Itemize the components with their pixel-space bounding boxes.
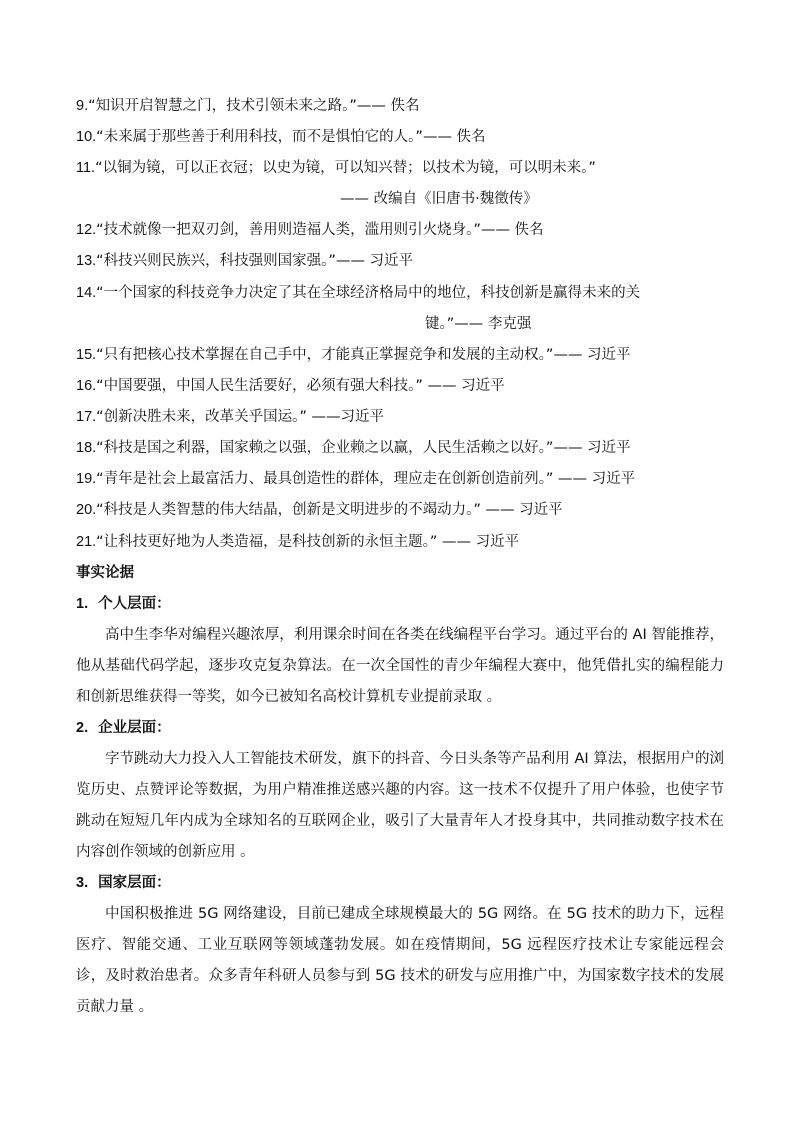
subsection-3-title: 3. 国家层面： <box>76 875 171 891</box>
quote-11: 11.“以铜为镜，可以正衣冠；以史为镜，可以知兴替；以技术为镜，可以明未来。” <box>76 160 596 176</box>
quote-13: 13.“科技兴则民族兴，科技强则国家强。”—— 习近平 <box>76 253 414 269</box>
quote-14: 14.“一个国家的科技竞争力决定了其在全球经济格局中的地位，科技创新是赢得未来的关 <box>76 285 641 301</box>
subsection-3-body: 中国积极推进 5G 网络建设，目前已建成全球规模最大的 5G 网络。在 5G 技术的助力下，远程医疗、智能交通、工业互联网等领域蓬勃发展。如在疫情期间，5G 远程医疗技术让专家能远程会诊，及时救治患者。众多青年科研人员参与到 5G 技术的研发与应用推广中，为国家数字技术的发展贡献力量 。 <box>76 906 724 1015</box>
quote-11-source: —— 改编自《旧唐书·魏徵传》 <box>340 191 538 207</box>
quote-14-continuation: 键。”—— 李克强 <box>425 316 532 332</box>
subsection-1-title: 1. 个人层面： <box>76 596 171 612</box>
quote-21: 21.“让科技更好地为人类造福，是科技创新的永恒主题。” —— 习近平 <box>76 534 520 550</box>
quote-12: 12.“技术就像一把双刃剑，善用则造福人类，滥用则引火烧身。”—— 佚名 <box>76 222 544 238</box>
quote-9: 9.“知识开启智慧之门，技术引领未来之路。”—— 佚名 <box>76 98 420 114</box>
quote-17: 17.“创新决胜未来，改革关乎国运。” ——习近平 <box>76 409 385 425</box>
quote-10: 10.“未来属于那些善于利用科技，而不是惧怕它的人。”—— 佚名 <box>76 129 486 145</box>
section-title: 事实论据 <box>76 565 134 581</box>
subsection-2-body: 字节跳动大力投入人工智能技术研发，旗下的抖音、今日头条等产品利用 AI 算法，根据用户的浏览历史、点赞评论等数据，为用户精准推送感兴趣的内容。这一技术不仅提升了用户体验，也使字节跳动在短短几年内成为全球知名的互联网企业，吸引了大量青年人才投身其中，共同推动数字技术在内容创作领域的创新应用 。 <box>76 751 724 860</box>
quote-15: 15.“只有把核心技术掌握在自己手中，才能真正掌握竞争和发展的主动权。”—— 习近平 <box>76 347 631 363</box>
subsection-1-body: 高中生李华对编程兴趣浓厚，利用课余时间在各类在线编程平台学习。通过平台的 AI 智能推荐，他从基础代码学起，逐步攻克复杂算法。在一次全国性的青少年编程大赛中，他凭借扎实的编程能力和创新思维获得一等奖，如今已被知名高校计算机专业提前录取 。 <box>76 627 724 705</box>
quote-19: 19.“青年是社会上最富活力、最具创造性的群体，理应走在创新创造前列。” —— 习近平 <box>76 471 636 487</box>
quote-16: 16.“中国要强，中国人民生活要好，必须有强大科技。” —— 习近平 <box>76 378 505 394</box>
quote-20: 20.“科技是人类智慧的伟大结晶，创新是文明进步的不竭动力。” —— 习近平 <box>76 502 563 518</box>
quote-18: 18.“科技是国之利器，国家赖之以强，企业赖之以赢，人民生活赖之以好。”—— 习近平 <box>76 440 631 456</box>
subsection-2-title: 2. 企业层面： <box>76 720 171 736</box>
